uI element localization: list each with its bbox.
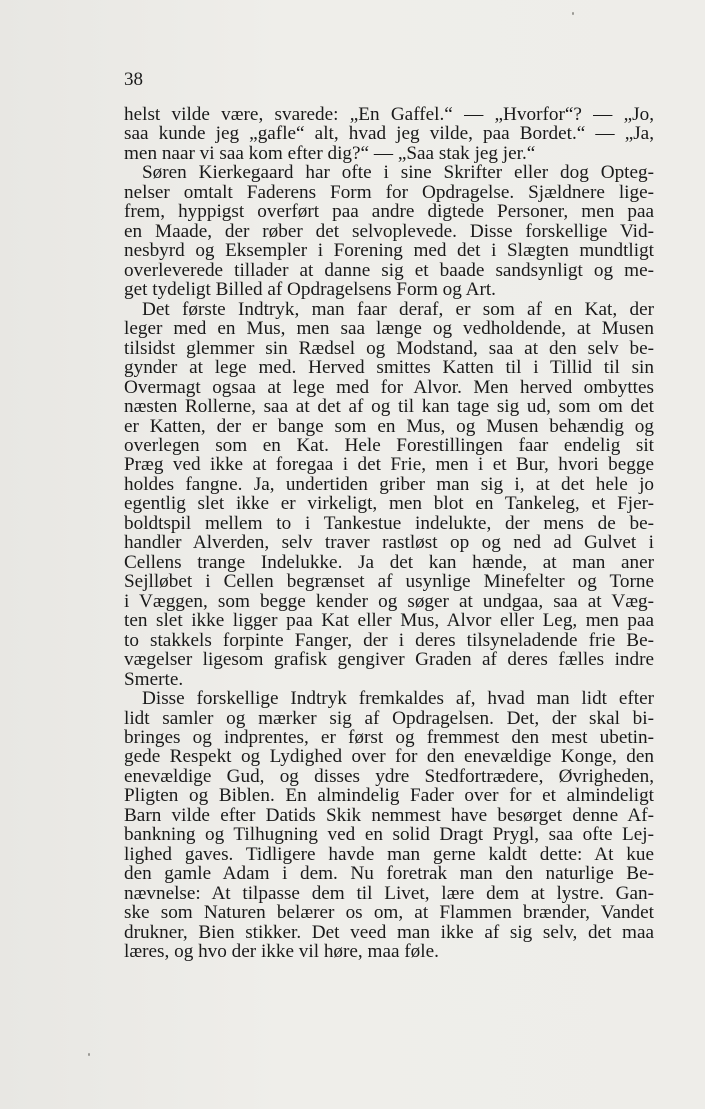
text-line: Cellens trange Indelukke. Ja det kan hænde, at man aner [124, 551, 654, 573]
text-line: get tydeligt Billed af Opdragelsens Form og Art. [124, 279, 496, 301]
text-line: nævnelse: At tilpasse dem til Livet, lære dem at lystre. Gan- [124, 882, 654, 904]
text-line: lidt samler og mærker sig af Opdragelsen. Det, der skal bi- [124, 707, 654, 729]
text-line: næsten Rollerne, saa at det af og til kan tage sig ud, som om det [124, 396, 654, 418]
text-line: gede Respekt og Lydighed over for den enevældige Konge, den [124, 746, 654, 768]
text-line: Sejlløbet i Cellen begrænset af usynlige Minefelter og Torne [124, 571, 654, 593]
text-line: nesbyrd og Eksempler i Forening med det i Slægten mundtligt [124, 240, 654, 262]
text-line: Barn vilde efter Datids Skik nemmest have besørget denne Af- [124, 804, 654, 826]
paper-speck [88, 1053, 90, 1056]
text-line: overlegen som en Kat. Hele Forestillingen faar endelig sit [124, 434, 654, 456]
text-line: leger med en Mus, men saa længe og vedholdende, at Musen [124, 318, 654, 340]
text-line: nelser omtalt Faderens Form for Opdragelse. Sjældnere lige- [124, 181, 654, 203]
text-line: drukner, Bien stikker. Det veed man ikke af sig selv, det maa [124, 921, 654, 943]
text-line: frem, hyppigst overført paa andre digtede Personer, men paa [124, 201, 654, 223]
paper-speck [572, 12, 574, 15]
text-line: Overmagt ogsaa at lege med for Alvor. Men herved ombyttes [124, 376, 654, 398]
text-line: tilsidst glemmer sin Rædsel og Modstand, saa at den selv be- [124, 337, 654, 359]
paragraph [124, 163, 654, 299]
text-line: holdes fangne. Ja, undertiden griber man sig i, at det hele jo [124, 473, 654, 495]
paragraph [124, 689, 654, 962]
text-line: i Væggen, som begge kender og søger at undgaa, saa at Væg- [124, 590, 654, 612]
text-line: Disse forskellige Indtryk fremkaldes af, hvad man lidt efter [142, 688, 654, 710]
text-line: Søren Kierkegaard har ofte i sine Skrifter eller dog Opteg- [142, 162, 654, 184]
text-line: ten slet ikke ligger paa Kat eller Mus, Alvor eller Leg, men paa [124, 610, 654, 632]
text-line: er Katten, der er bange som en Mus, og Musen behændig og [124, 415, 654, 437]
text-line: saa kunde jeg „gafle“ alt, hvad jeg vilde, paa Bordet.“ — „Ja, [124, 123, 654, 145]
text-line: ske som Naturen belærer os om, at Flammen brænder, Vandet [124, 902, 654, 924]
body-text [124, 105, 654, 962]
text-line: Smerte. [124, 668, 184, 690]
text-line: bringes og indprentes, er først og fremmest den mest ubetin- [124, 727, 654, 748]
text-line: handler Alverden, selv traver rastløst op og ned ad Gulvet i [124, 532, 654, 554]
text-line: egentlig slet ikke er virkeligt, men blot en Tankeleg, et Fjer- [124, 493, 654, 515]
paragraph [124, 105, 654, 163]
page-number: 38 [124, 69, 143, 90]
paragraph [124, 300, 654, 689]
text-line: overleverede tillader at danne sig et baade sandsynligt og me- [124, 259, 654, 281]
text-line: helst vilde være, svarede: „En Gaffel.“ — „Hvorfor“? — „Jo, [124, 104, 654, 125]
text-line: enevældige Gud, og disses ydre Stedfortrædere, Øvrigheden, [124, 765, 654, 787]
text-line: lighed gaves. Tidligere havde man gerne kaldt dette: At kue [124, 843, 654, 865]
text-line: vægelser ligesom grafisk gengiver Graden af deres fælles indre [124, 649, 654, 671]
text-line: Pligten og Biblen. En almindelig Fader over for et almindeligt [124, 785, 654, 807]
text-line: gynder at lege med. Herved smittes Katten til i Tillid til sin [124, 357, 654, 379]
text-line: en Maade, der røber det selvoplevede. Disse forskellige Vid- [124, 220, 654, 242]
text-line: læres, og hvo der ikke vil høre, maa føle. [124, 941, 439, 963]
text-line: to stakkels forpinte Fanger, der i deres tilsyneladende frie Be- [124, 629, 654, 651]
text-line: Det første Indtryk, man faar deraf, er som af en Kat, der [142, 298, 654, 320]
text-line: men naar vi saa kom efter dig?“ — „Saa stak jeg jer.“ [124, 142, 536, 164]
text-line: den gamle Adam i dem. Nu foretrak man den naturlige Be- [124, 863, 654, 885]
text-line: boldtspil mellem to i Tankestue indelukte, der mens de be- [124, 512, 654, 534]
text-line: bankning og Tilhugning ved en solid Dragt Prygl, saa ofte Lej- [124, 824, 654, 846]
text-line: Præg ved ikke at foregaa i det Frie, men i et Bur, hvori begge [124, 454, 654, 476]
